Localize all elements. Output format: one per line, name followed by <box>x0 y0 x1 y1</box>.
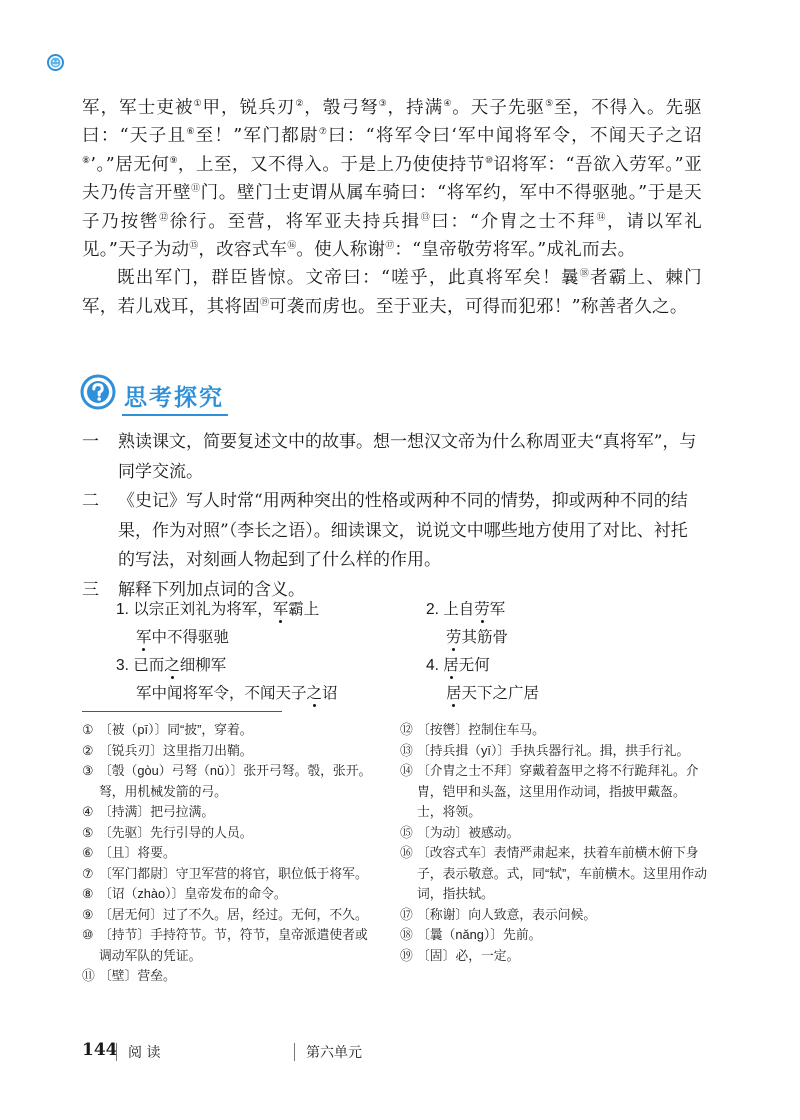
footnote: ③ 〔彀（gòu）弓弩（nǔ）〕张开弓弩。彀，张开。弩，用机械发箭的弓。 <box>82 763 372 799</box>
footnote: ⑦ 〔军门都尉〕守卫军营的将官，职位低于将军。 <box>82 865 368 881</box>
footnotes-right <box>400 720 710 966</box>
page-footer <box>82 1040 482 1064</box>
footer-divider <box>116 1043 117 1061</box>
footnote: ⑮ 〔为动〕被感动。 <box>400 824 520 840</box>
footnote: ⑤ 〔先驱〕先行引导的人员。 <box>82 824 253 840</box>
footer-divider <box>294 1043 295 1061</box>
section-header <box>80 374 380 414</box>
footnote: ⑬ 〔持兵揖（yī）〕手执兵器行礼。揖，拱手行礼。 <box>400 742 690 758</box>
footnote: ② 〔锐兵刃〕这里指刀出鞘。 <box>82 742 253 758</box>
footnotes-left <box>82 720 372 987</box>
question-list <box>82 428 704 605</box>
footnote: ⑪ 〔壁〕营垒。 <box>82 968 176 983</box>
question-item: 三 解释下列加点词的含义。 <box>82 579 305 600</box>
footer-unit: 第六单元 <box>306 1045 362 1061</box>
footnote: ⑰ 〔称谢〕向人致意，表示问候。 <box>400 906 597 922</box>
vocab-item: 4. 居无何 居天下之广居 <box>426 657 540 702</box>
question-item: 一 熟读课文，简要复述文中的故事。想一想汉文帝为什么称周亚夫“真将军”，与同学交流。 <box>82 432 697 482</box>
footnote: ⑭ 〔介胄之士不拜〕穿戴着盔甲之将不行跪拜礼。介胄，铠甲和头盔，这里用作动词，指披甲戴盔。士，将领。 <box>400 763 699 819</box>
footer-section: 阅 读 <box>128 1045 161 1061</box>
question-item: 二 《史记》写人时常“用两种突出的性格或两种不同的情势，抑或两种不同的结果，作为对照”（李长之语）。细读课文，说说文中哪些地方使用了对比、衬托的写法，对刻画人物起到了什么样的作用。 <box>82 491 688 570</box>
footnote: ④ 〔持满〕把弓拉满。 <box>82 804 215 819</box>
section-title: 思考探究 <box>122 379 228 416</box>
footnote: ⑧ 〔诏（zhào）〕皇帝发布的命令。 <box>82 886 287 901</box>
footnote: ① 〔被（pī）〕同“披”，穿着。 <box>82 722 253 737</box>
footnote: ⑱ 〔曩（nǎng）〕先前。 <box>400 927 542 942</box>
footnote: ⑲ 〔固〕必，一定。 <box>400 947 520 963</box>
vocab-exercise <box>116 596 636 708</box>
footnote: ⑫ 〔按辔〕控制住车马。 <box>400 722 545 737</box>
paragraph-1: 军，军士吏被①甲，锐兵刃②，彀弓弩③，持满④。天子先驱⑤至，不得入。先驱曰：“天子且⑥至！”军门都尉⑦曰：“将军令曰‘军中闻将军令，不闻天子之诏⑧’。”居无何⑨，上至，又不得入。于是上乃使使持节⑩诏将军：“吾欲入劳军。”亚夫乃传言开壁⑪门。壁门士吏谓从属车骑曰：“将军约，军中不得驱驰。”于是天子乃按辔⑫徐行。至营，将军亚夫持兵揖⑬曰：“介胄之士不拜⑭，请以军礼见。”天子为动⑮，改容式车⑯。使人称谢⑰：“皇帝敬劳将军。”成礼而去。 <box>82 98 702 261</box>
page-number: 144 <box>82 1040 118 1060</box>
vocab-item: 3. 已而之细柳军 军中闻将军令，不闻天子之诏 <box>116 657 338 702</box>
question-mark-icon <box>80 374 116 410</box>
footnote-divider <box>82 711 282 712</box>
smiley-icon <box>47 54 64 71</box>
paragraph-2: 既出军门，群臣皆惊。文帝曰：“嗟乎，此真将军矣！曩⑱者霸上、棘门军，若儿戏耳，其将固⑲可袭而虏也。至于亚夫，可得而犯邪！”称善者久之。 <box>82 268 702 317</box>
classical-text <box>82 94 702 321</box>
footnote: ⑨ 〔居无何〕过了不久。居，经过。无何，不久。 <box>82 906 368 922</box>
vocab-item: 1. 以宗正刘礼为将军，军霸上 军中不得驱驰 <box>116 601 320 646</box>
footnote: ⑯ 〔改容式车〕表情严肃起来，扶着车前横木俯下身子，表示敬意。式，同“轼”，车前横木。这里用作动词，指扶轼。 <box>400 845 708 901</box>
footnote: ⑥ 〔且〕将要。 <box>82 845 176 860</box>
vocab-item: 2. 上自劳军 劳其筋骨 <box>426 601 509 646</box>
footnote: ⑩ 〔持节〕手持符节。节，符节，皇帝派遣使者或调动军队的凭证。 <box>82 927 368 963</box>
